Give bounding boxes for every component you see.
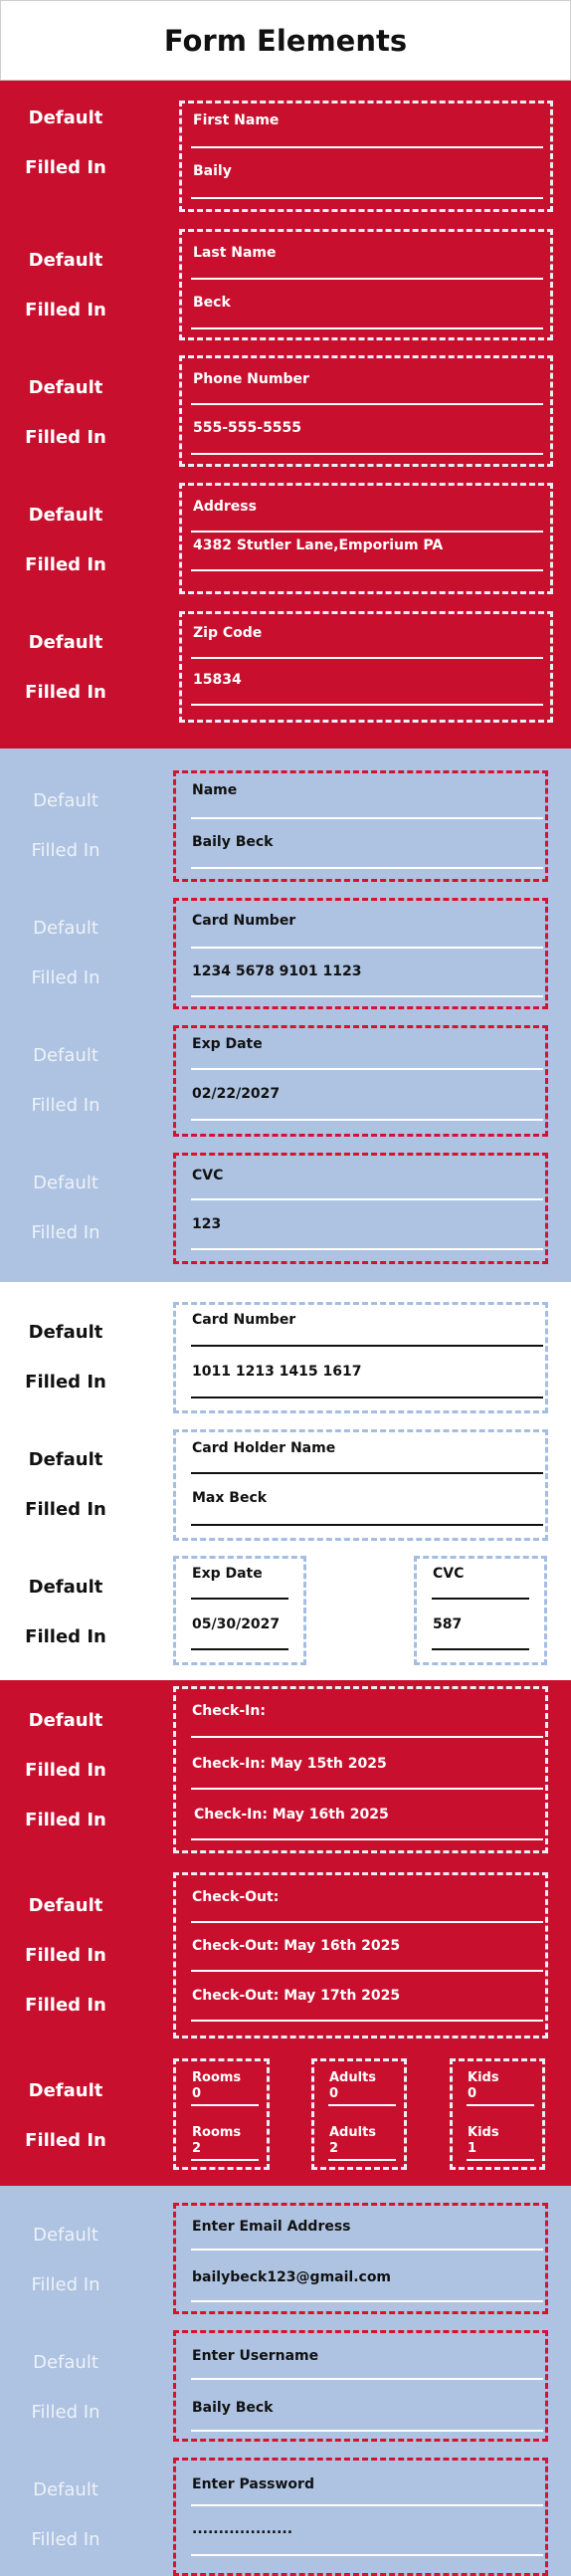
filled-label: Filled In	[25, 554, 106, 575]
kids-filled-value[interactable]: 1	[468, 2141, 477, 2156]
exp-date-underline	[191, 1068, 543, 1070]
exp-date-label-2: Exp Date	[192, 1566, 263, 1582]
cvc-value-2[interactable]: 587	[433, 1616, 463, 1632]
filled-label: Filled In	[25, 1810, 106, 1830]
check-out-underline-filled-2	[191, 2020, 543, 2022]
card-number-underline-filled-2	[191, 1396, 543, 1398]
rooms-underline	[191, 2104, 259, 2106]
username-underline	[191, 2378, 543, 2380]
adults-filled-value[interactable]: 2	[329, 2141, 339, 2156]
filled-label: Filled In	[25, 1945, 106, 1966]
rooms-default-value[interactable]: 0	[192, 2086, 202, 2101]
email-underline	[191, 2249, 543, 2251]
username-field[interactable]	[173, 2330, 548, 2442]
exp-date-underline-filled	[191, 1119, 543, 1121]
phone-underline	[191, 403, 543, 405]
filled-label: Filled In	[25, 1626, 106, 1647]
kids-label-filled: Kids	[468, 2125, 499, 2140]
card-number-value[interactable]: 1234 5678 9101 1123	[192, 964, 362, 979]
check-in-underline	[191, 1736, 543, 1738]
card-number-underline-filled	[191, 995, 543, 997]
cvc-label: CVC	[192, 1168, 224, 1183]
check-out-value-2[interactable]: Check-Out: May 17th 2025	[192, 1988, 401, 2004]
filled-label: Filled In	[31, 2274, 100, 2295]
default-label: Default	[28, 1710, 103, 1731]
exp-date-label: Exp Date	[192, 1036, 263, 1052]
rooms-filled-value[interactable]: 2	[192, 2141, 202, 2156]
default-label: Default	[28, 505, 103, 526]
adults-underline	[328, 2104, 396, 2106]
adults-label-filled: Adults	[329, 2125, 377, 2140]
exp-date-underline-2	[191, 1598, 288, 1600]
page-title: Form Elements	[0, 0, 571, 81]
default-label: Default	[28, 377, 103, 398]
first-name-underline	[191, 146, 543, 148]
default-label: Default	[28, 1449, 103, 1470]
first-name-value[interactable]: Baily	[193, 163, 232, 179]
card-holder-label: Card Holder Name	[192, 1440, 336, 1456]
address-value[interactable]: 4382 Stutler Lane,Emporium PA	[193, 537, 444, 553]
email-underline-filled	[191, 2300, 543, 2302]
last-name-value[interactable]: Beck	[193, 295, 231, 311]
cvc-label-2: CVC	[433, 1566, 465, 1582]
name-label: Name	[192, 782, 238, 798]
filled-label: Filled In	[25, 427, 106, 448]
default-label: Default	[28, 1895, 103, 1916]
zip-code-underline-filled	[191, 704, 543, 706]
check-in-underline-filled-1	[191, 1788, 543, 1790]
check-in-value-1[interactable]: Check-In: May 15th 2025	[192, 1756, 387, 1772]
kids-label: Kids	[468, 2070, 499, 2085]
last-name-underline	[191, 278, 543, 280]
address-underline	[191, 531, 543, 533]
default-label: Default	[33, 2352, 98, 2373]
phone-value[interactable]: 555-555-5555	[193, 420, 302, 436]
filled-label: Filled In	[25, 1372, 106, 1393]
filled-label: Filled In	[25, 157, 106, 178]
default-label: Default	[28, 2080, 103, 2101]
default-label: Default	[33, 2479, 98, 2500]
cvc-underline	[191, 1198, 543, 1200]
filled-label: Filled In	[31, 2402, 100, 2423]
exp-date-value-2[interactable]: 05/30/2027	[192, 1616, 281, 1632]
username-underline-filled	[191, 2430, 543, 2432]
adults-underline-filled	[328, 2159, 396, 2161]
card-holder-underline	[191, 1472, 543, 1474]
default-label: Default	[33, 918, 98, 939]
phone-underline-filled	[191, 453, 543, 455]
username-value[interactable]: Baily Beck	[192, 2400, 274, 2416]
rooms-underline-filled	[191, 2159, 259, 2161]
cvc-underline-filled	[191, 1248, 543, 1250]
check-out-value-1[interactable]: Check-Out: May 16th 2025	[192, 1938, 401, 1954]
default-label: Default	[28, 250, 103, 271]
first-name-label: First Name	[193, 112, 280, 128]
first-name-underline-filled	[191, 197, 543, 199]
card-number-underline-2	[191, 1345, 543, 1347]
filled-label: Filled In	[31, 1095, 100, 1116]
name-underline-filled	[191, 867, 543, 869]
check-out-underline-filled-1	[191, 1970, 543, 1972]
kids-underline	[467, 2104, 534, 2106]
default-label: Default	[28, 1322, 103, 1343]
filled-label: Filled In	[25, 682, 106, 703]
kids-default-value[interactable]: 0	[468, 2086, 477, 2101]
email-label: Enter Email Address	[192, 2219, 351, 2235]
check-out-underline	[191, 1921, 543, 1923]
address-underline-filled	[191, 569, 543, 571]
phone-label: Phone Number	[193, 371, 309, 387]
exp-date-value[interactable]: 02/22/2027	[192, 1086, 281, 1102]
default-label: Default	[33, 790, 98, 811]
password-underline-filled	[191, 2554, 543, 2556]
name-value[interactable]: Baily Beck	[192, 834, 274, 850]
default-label: Default	[28, 107, 103, 128]
adults-default-value[interactable]: 0	[329, 2086, 339, 2101]
card-number-underline	[191, 947, 543, 949]
card-number-label-2: Card Number	[192, 1312, 296, 1328]
rooms-label: Rooms	[192, 2070, 242, 2085]
default-label: Default	[28, 1577, 103, 1598]
password-value[interactable]: ...................	[192, 2521, 293, 2537]
address-label: Address	[193, 499, 257, 515]
name-underline	[191, 817, 543, 819]
filled-label: Filled In	[31, 840, 100, 861]
card-holder-value[interactable]: Max Beck	[192, 1490, 268, 1506]
zip-code-label: Zip Code	[193, 625, 263, 641]
filled-label: Filled In	[25, 1995, 106, 2016]
filled-label: Filled In	[25, 300, 106, 321]
kids-underline-filled	[467, 2159, 534, 2161]
last-name-underline-filled	[191, 327, 543, 329]
card-number-value-2[interactable]: 1011 1213 1415 1617	[192, 1364, 362, 1380]
default-label: Default	[33, 2225, 98, 2246]
zip-code-value[interactable]: 15834	[193, 672, 242, 688]
card-number-label: Card Number	[192, 913, 296, 929]
card-holder-underline-filled	[191, 1524, 543, 1526]
filled-label: Filled In	[31, 1222, 100, 1243]
rooms-label-filled: Rooms	[192, 2125, 242, 2140]
default-label: Default	[28, 632, 103, 653]
username-label: Enter Username	[192, 2348, 319, 2364]
password-field[interactable]	[173, 2458, 548, 2576]
default-label: Default	[33, 1045, 98, 1066]
filled-label: Filled In	[31, 2529, 100, 2550]
check-in-value-2[interactable]: Check-In: May 16th 2025	[194, 1807, 389, 1823]
filled-label: Filled In	[25, 2130, 106, 2151]
cvc-underline-2	[432, 1598, 529, 1600]
check-out-label: Check-Out:	[192, 1889, 280, 1905]
check-in-underline-filled-2	[191, 1838, 543, 1840]
filled-label: Filled In	[25, 1760, 106, 1781]
cvc-underline-filled-2	[432, 1648, 529, 1650]
password-underline	[191, 2504, 543, 2506]
default-label: Default	[33, 1173, 98, 1193]
filled-label: Filled In	[31, 967, 100, 988]
zip-code-underline	[191, 657, 543, 659]
last-name-label: Last Name	[193, 245, 277, 261]
exp-date-underline-filled-2	[191, 1648, 288, 1650]
adults-label: Adults	[329, 2070, 377, 2085]
cvc-value[interactable]: 123	[192, 1216, 222, 1232]
filled-label: Filled In	[25, 1499, 106, 1520]
email-value[interactable]: bailybeck123@gmail.com	[192, 2269, 392, 2285]
check-in-label: Check-In:	[192, 1703, 266, 1719]
password-label: Enter Password	[192, 2476, 314, 2492]
